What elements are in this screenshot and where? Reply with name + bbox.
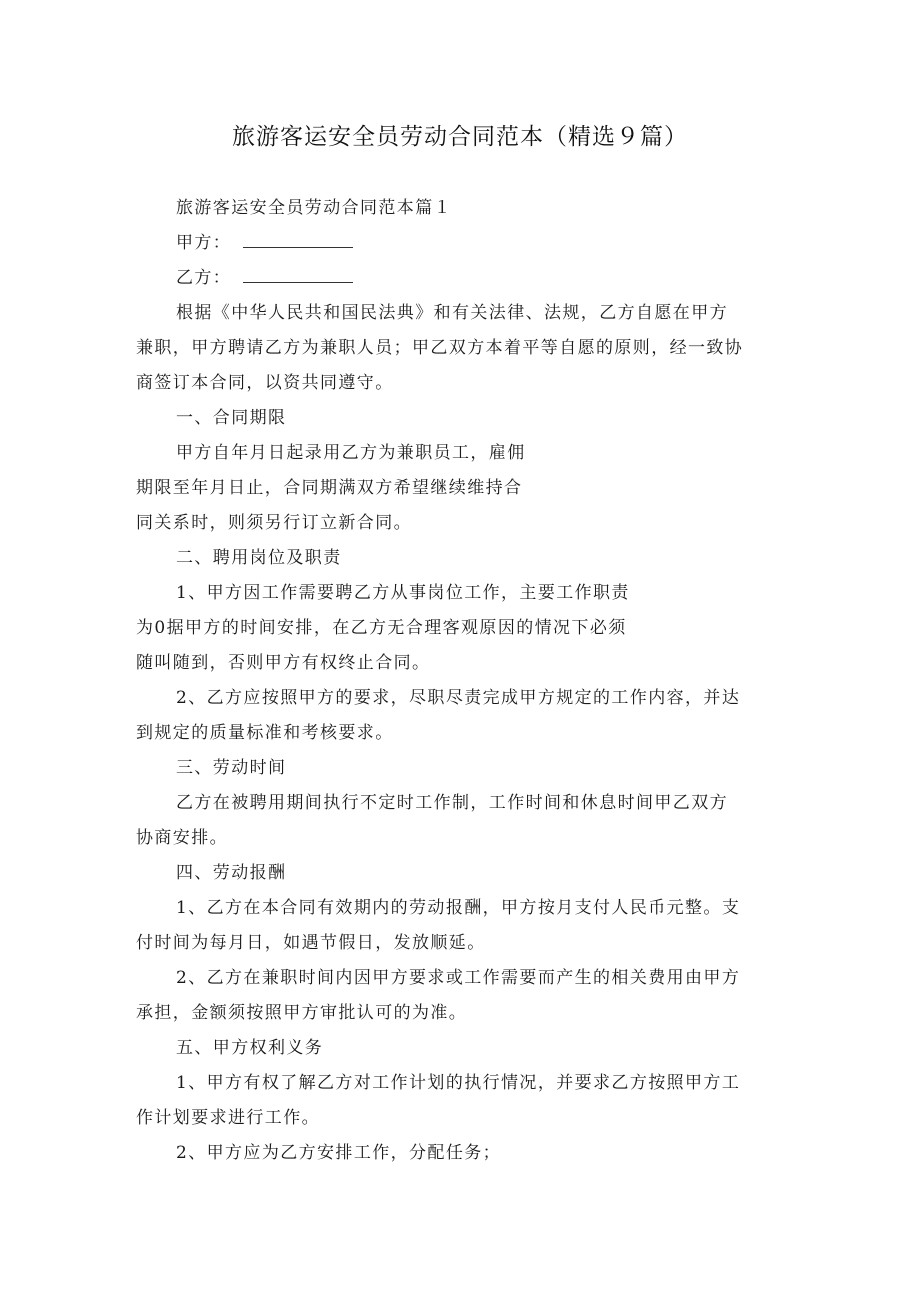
paragraph-line: 随叫随到，否则甲方有权终止合同。 — [136, 653, 431, 673]
party-a-row — [176, 231, 353, 255]
paragraph-line: 根据《中华人民共和国民法典》和有关法律、法规，乙方自愿在甲方 — [176, 303, 728, 323]
paragraph-line: 协商安排。 — [136, 828, 228, 848]
party-b-blank — [243, 266, 353, 283]
paragraph-line: 到规定的质量标准和考核要求。 — [136, 723, 394, 743]
section-heading: 四、劳动报酬 — [176, 863, 287, 883]
party-b-label: 乙方： — [176, 268, 232, 288]
document-title: 旅游客运安全员劳动合同范本（精选９篇） — [232, 124, 688, 150]
paragraph-line: 同关系时，则须另行订立新合同。 — [136, 513, 412, 533]
paragraph-line: 2、甲方应为乙方安排工作，分配任务； — [176, 1143, 502, 1163]
section-heading: 二、聘用岗位及职责 — [176, 548, 342, 568]
paragraph-line: 作计划要求进行工作。 — [136, 1108, 320, 1128]
party-b-row — [176, 266, 353, 290]
paragraph-line: 1、甲方有权了解乙方对工作计划的执行情况，并要求乙方按照甲方工 — [176, 1073, 741, 1093]
paragraph-line: 2、乙方在兼职时间内因甲方要求或工作需要而产生的相关费用由甲方 — [176, 968, 741, 988]
paragraph-line: 承担，金额须按照甲方审批认可的为准。 — [136, 1003, 468, 1023]
section-subtitle: 旅游客运安全员劳动合同范本篇１ — [176, 198, 452, 218]
paragraph-line: 甲方自年月日起录用乙方为兼职员工，雇佣 — [176, 443, 526, 463]
paragraph-line: 1、乙方在本合同有效期内的劳动报酬，甲方按月支付人民币元整。支 — [176, 898, 741, 918]
party-a-label: 甲方： — [176, 233, 232, 253]
paragraph-line: 乙方在被聘用期间执行不定时工作制，工作时间和休息时间甲乙双方 — [176, 793, 728, 813]
paragraph-line: 2、乙方应按照甲方的要求，尽职尽责完成甲方规定的工作内容，并达 — [176, 688, 741, 708]
paragraph-line: 1、甲方因工作需要聘乙方从事岗位工作，主要工作职责 — [176, 583, 630, 603]
paragraph-line: 为0据甲方的时间安排，在乙方无合理客观原因的情况下必须 — [136, 618, 627, 638]
paragraph-line: 兼职，甲方聘请乙方为兼职人员；甲乙双方本着平等自愿的原则，经一致协 — [136, 338, 744, 358]
paragraph-line: 商签订本合同，以资共同遵守。 — [136, 373, 394, 393]
section-heading: 三、劳动时间 — [176, 758, 287, 778]
paragraph-line: 期限至年月日止，合同期满双方希望继续维持合 — [136, 478, 523, 498]
section-heading: 一、合同期限 — [176, 408, 287, 428]
paragraph-line: 付时间为每月日，如遇节假日，发放顺延。 — [136, 933, 486, 953]
party-a-blank — [243, 231, 353, 248]
section-heading: 五、甲方权利义务 — [176, 1038, 324, 1058]
